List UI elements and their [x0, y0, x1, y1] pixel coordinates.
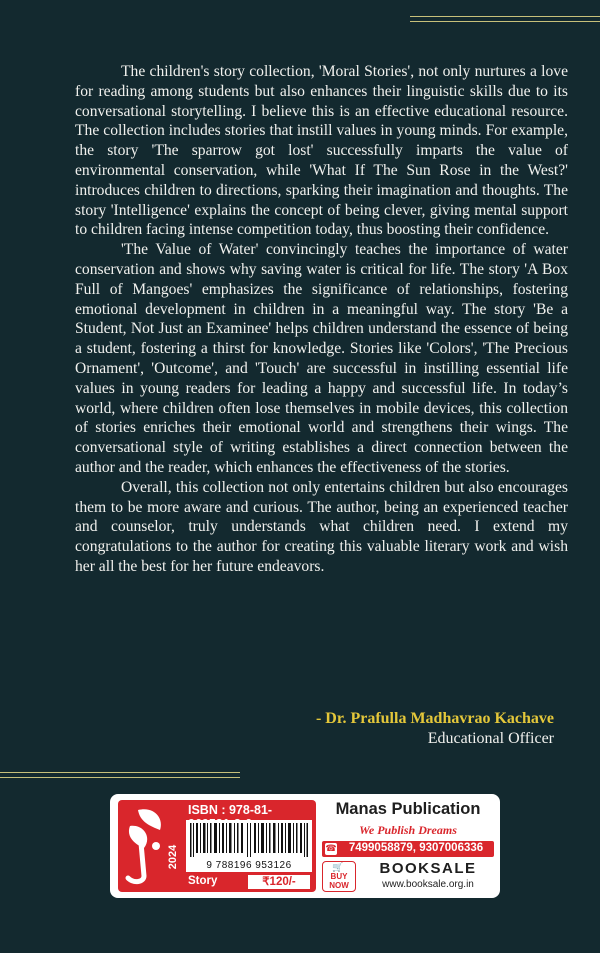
- author-name: - Dr. Prafulla Madhavrao Kachave: [315, 710, 554, 727]
- buy-now-badge: [322, 861, 356, 892]
- review-text: [75, 62, 568, 577]
- publisher-logo-icon: [120, 802, 166, 888]
- publisher-name: Manas Publication: [335, 800, 481, 818]
- phone-numbers: 7499058879, 9307006336: [348, 842, 484, 854]
- author-title: Educational Officer: [427, 730, 554, 747]
- booksale-url: www.booksale.org.in: [382, 879, 474, 890]
- top-rule-right-2: [410, 21, 600, 22]
- booksale-logo: BOOKSALE: [379, 860, 477, 877]
- phone-bar: [322, 841, 494, 857]
- review-paragraph-2: 'The Value of Water' convincingly teaches the importance of water conservation and shows why saving water is critical for life. The story 'A Box Full of Mangoes' emphasizes the significance of relationships, fostering emotional development in children in a meaningful way. The story 'Be a Student, Not Just an Examinee' helps children understand the essence of being a student, fostering a thirst for knowledge. Stories like 'Colors', 'The Precious Ornament', 'Outcome', and 'Touch' are successful in instilling essential life values in young readers for leading a happy and successful life. In today’s world, where children often lose themselves in mobile devices, this collection of stories enriches their emotional world and strengthens their wings. The conversational style of writing establishes a direct connection between the author and the reader, which enhances the effectiveness of the stories.: [75, 241, 568, 476]
- booksale-block: [362, 860, 494, 892]
- publisher-tagline: We Publish Dreams: [359, 823, 457, 837]
- cart-icon: 🛒: [332, 863, 344, 873]
- review-paragraph-1: The children's story collection, 'Moral Stories', not only nurtures a love for reading among students but also enhances their linguistic skills due to its conversational storytelling. I believe this is an effective educational resource. The collection includes stories that instill values in young minds. For example, the story 'The sparrow got lost' successfully imparts the value of environmental conservation, while 'What If The Sun Rose in the West?' introduces children to directions, sparking their imagination and thoughts. The story 'Intelligence' explains the concept of being clever, giving mental support to children facing intense competition today, thus boosting their confidence.: [75, 63, 568, 239]
- bottom-rule-left: [0, 772, 240, 773]
- signature: [316, 709, 554, 749]
- barcode: [186, 820, 312, 872]
- top-rule-right: [410, 16, 600, 17]
- isbn-label: ISBN : 978-81-: [188, 803, 273, 817]
- buy-label: BUY: [330, 872, 348, 881]
- review-paragraph-3: Overall, this collection not only entertains children but also encourages them to be more aware and curious. The author, being an experienced teacher and counselor, truly understands what children need. I extend my congratulations to the author for creating this valuable literary work and wish her all the best for her future endeavors.: [75, 478, 568, 575]
- phone-icon: ☎: [325, 844, 337, 854]
- year-label: [166, 834, 180, 880]
- bottom-rule-left-2: [0, 777, 240, 778]
- genre-label: Story: [188, 875, 218, 887]
- isbn-block: [118, 800, 316, 892]
- year-text: 2024: [167, 844, 179, 870]
- now-label: NOW: [329, 881, 349, 890]
- price-label: ₹120/-: [248, 875, 310, 889]
- publisher-badge: [110, 794, 500, 898]
- barcode-number: 9 788196 953126: [206, 860, 292, 871]
- barcode-icon: [190, 823, 308, 857]
